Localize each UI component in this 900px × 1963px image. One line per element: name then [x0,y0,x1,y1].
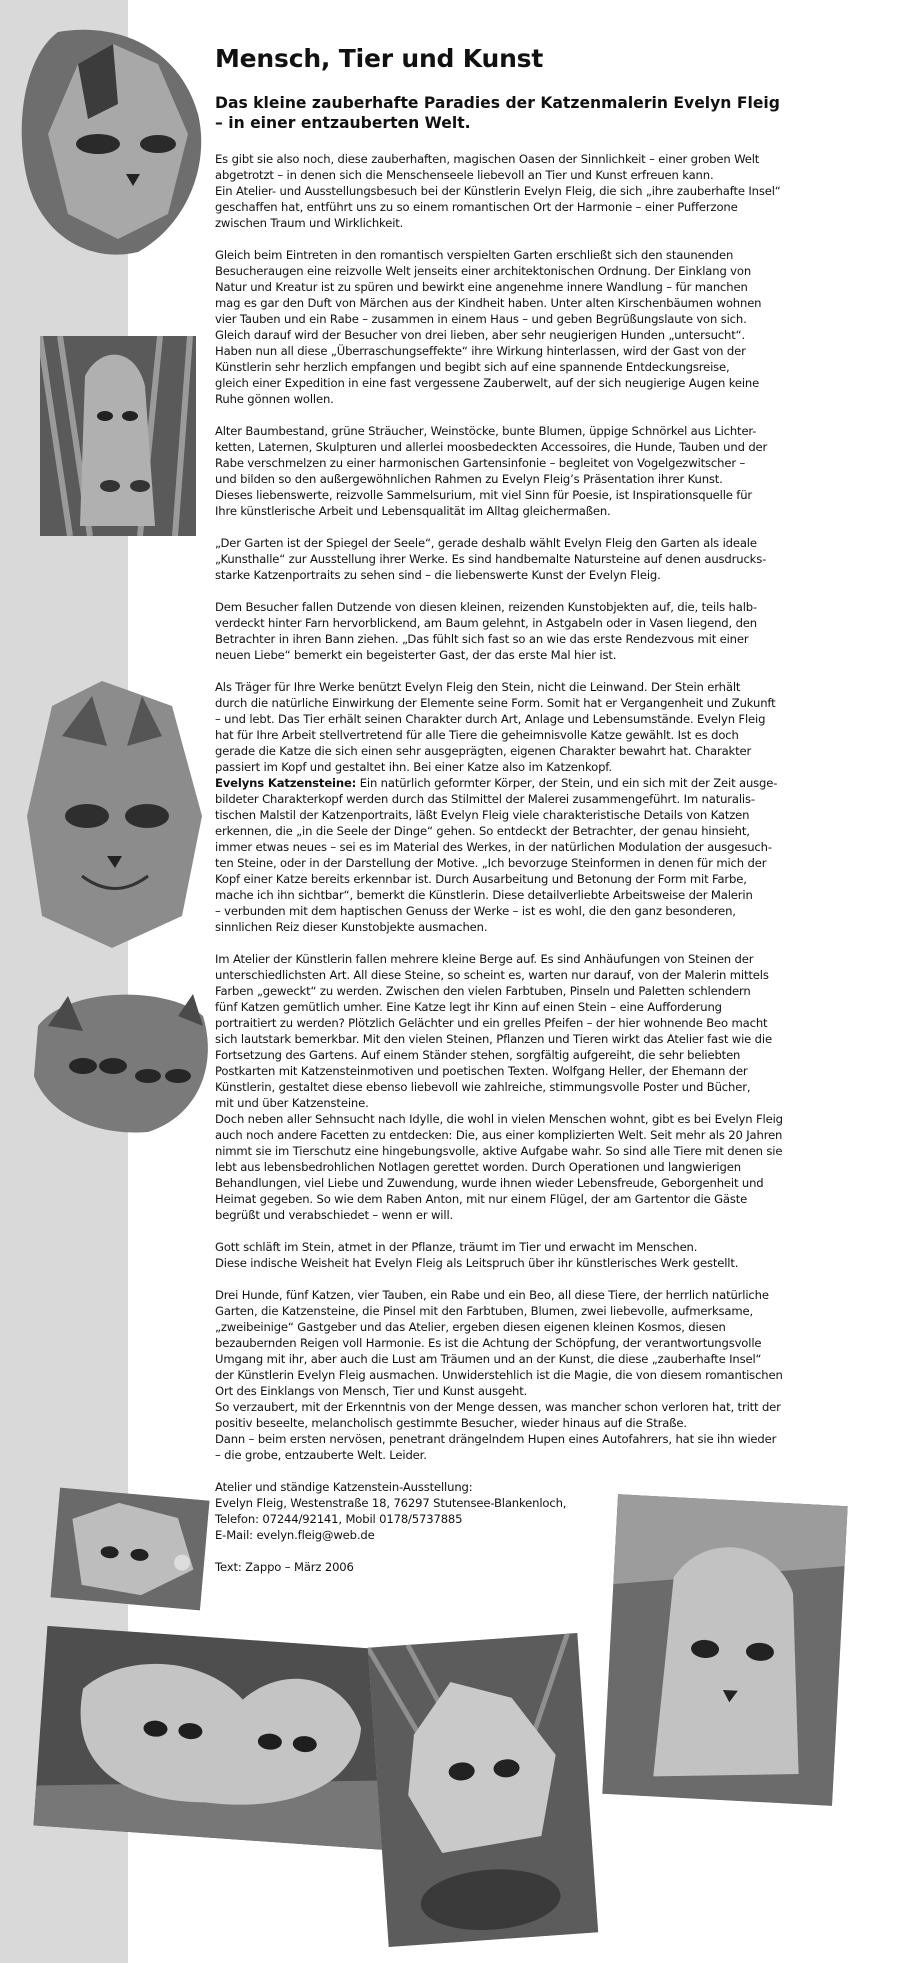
cat-stone-photo-2 [40,336,196,536]
contact-block [215,1479,827,1543]
text-line: erkennen, die „in die Seele der Dinge“ gehen. So entdeckt der Betrachter, der genau hinsieht, [215,824,750,838]
text-line: positiv beseelte, melancholisch gestimmte Besucher, wieder hinaus auf die Straße. [215,1416,687,1430]
text-line: – und lebt. Das Tier erhält seinen Charakter durch Art, Anlage und Lebensumstände. Evelyn Fleig [215,712,766,726]
bold-label: Evelyns Katzensteine: [215,776,357,790]
paragraph-intro [215,151,827,231]
text-line: portraitiert zu werden? Plötzlich Gelächter und ein grelles Pfeifen – der hier wohnende Beo macht [215,1016,768,1030]
text-line: Künstlerin, gestaltet diese ebenso liebevoll wie zahlreiche, stimmungsvolle Poster und Bücher, [215,1080,751,1094]
text-line: Künstlerin sehr herzlich empfangen und begibt sich auf eine spannende Entdeckungsreise, [215,360,730,374]
text-line: sich lautstark bemerkbar. Mit den vielen Steinen, Pflanzen und Tieren wirkt das Atelier fast wie die [215,1032,772,1046]
text-line: – die grobe, entzauberte Welt. Leider. [215,1448,427,1462]
text-line: lebt aus lebensbedrohlichen Notlagen gerettet worden. Durch Operationen und langwierigen [215,1160,741,1174]
cat-stone-photo-7 [368,1633,598,1947]
text-line: begrüßt und verabschiedet – wenn er will. [215,1208,454,1222]
contact-line: Evelyn Fleig, Westenstraße 18, 76297 Stutensee-Blankenloch, [215,1496,567,1510]
text-line: Ein Atelier- und Ausstellungsbesuch bei der Künstlerin Evelyn Fleig, die sich „ihre zauberhafte Insel“ [215,184,781,198]
text-fragment: Ein natürlich geformter Körper, der Stein, und ein sich mit der Zeit ausge- [356,776,778,790]
text-line: Besucheraugen eine reizvolle Welt jenseits einer architektonischen Ordnung. Der Einklang von [215,264,752,278]
text-line: verdeckt hinter Farn hervorblickend, am Baum gelehnt, in Astgabeln oder in Vasen liegend, den [215,616,757,630]
text-line: ketten, Laternen, Skulpturen und allerlei moosbedeckten Accessoires, die Hunde, Tauben und der [215,440,768,454]
text-line: vier Tauben und ein Rabe – zusammen in einem Haus – und geben Begrüßungslaute von sich. [215,312,747,326]
text-line: Diese indische Weisheit hat Evelyn Fleig als Leitspruch über ihr künstlerisches Werk gestellt. [215,1256,739,1270]
text-line: abgetrotzt – in denen sich die Menschenseele liebevoll an Tier und Kunst erfreuen kann. [215,168,714,182]
paragraph-trees [215,423,827,519]
text-line: Natur und Kreatur ist zu spüren und bewirkt eine angenehme innere Wandlung – für manchen [215,280,748,294]
cat-stone-photo-5 [50,1488,209,1611]
contact-line: Atelier und ständige Katzenstein-Ausstellung: [215,1480,473,1494]
text-line: Fortsetzung des Gartens. Auf einem Ständer stehen, sorgfältig aufgereiht, die sehr beliebten [215,1048,741,1062]
text-line: mag es gar den Duft von Märchen aus der Kindheit haben. Unter alten Kirschenbäumen wohnen [215,296,762,310]
text-line: hat für Ihre Arbeit stellvertretend für alle Tiere die geheimnisvolle Katze gewählt. Ist es doch [215,728,739,742]
text-line: Farben „geweckt“ zu werden. Zwischen den vielen Farbtuben, Pinseln und Paletten schlendern [215,984,751,998]
text-line: Ort des Einklangs von Mensch, Tier und Kunst ausgeht. [215,1384,528,1398]
text-line: sinnlichen Reiz dieser Kunstobjekte ausmachen. [215,920,488,934]
text-line: Ruhe gönnen wollen. [215,392,334,406]
text-line: Alter Baumbestand, grüne Sträucher, Weinstöcke, bunte Blumen, üppige Schnörkel aus Lichter- [215,424,757,438]
text-line: ten Steine, oder in der Darstellung der Motive. „Ich bevorzuge Steinformen in denen für mich der [215,856,767,870]
text-line: Drei Hunde, fünf Katzen, vier Tauben, ein Rabe und ein Beo, all diese Tiere, der herrlich natürliche [215,1288,769,1302]
text-line: Garten, die Katzensteine, die Pinsel mit den Farbtuben, Blumen, zwei liebevolle, aufmerksame, [215,1304,754,1318]
paragraph-closing [215,1287,827,1463]
text-line: durch die natürliche Einwirkung der Elemente seine Form. Somit hat er Vergangenheit und Zukunft [215,696,776,710]
text-line: Haben nun all diese „Überraschungseffekte“ ihre Wirkung hinterlassen, wird der Gast von der [215,344,746,358]
text-line: tischen Malstil der Katzenportraits, läßt Evelyn Fleig viele charakteristische Details von Katzen [215,808,750,822]
text-line: Im Atelier der Künstlerin fallen mehrere kleine Berge auf. Es sind Anhäufungen von Steinen der [215,952,754,966]
paragraph-atelier [215,951,827,1223]
paragraph-mirror [215,535,827,583]
text-line: Dem Besucher fallen Dutzende von diesen kleinen, reizenden Kunstobjekten auf, die, teils halb- [215,600,758,614]
text-line: Als Träger für Ihre Werke benützt Evelyn Fleig den Stein, nicht die Leinwand. Der Stein erhält [215,680,741,694]
subtitle-line: Das kleine zauberhafte Paradies der Katzenmalerin Evelyn Fleig [215,94,780,112]
text-line [215,775,827,791]
text-line: gleich einer Expedition in eine fast vergessene Zauberwelt, auf der sich neugierige Augen keine [215,376,760,390]
text-line: und bilden so den außergewöhnlichen Rahmen zu Evelyn Fleig’s Präsentation ihrer Kunst. [215,472,723,486]
paragraph-wisdom [215,1239,827,1271]
contact-email: E-Mail: evelyn.fleig@web.de [215,1528,375,1542]
text-line: bildeter Charakterkopf werden durch das Stilmittel der Malerei zusammengeführt. Im naturalis- [215,792,755,806]
paragraph-stone [215,679,827,935]
article [215,44,827,1591]
text-credit: Text: Zappo – März 2006 [215,1560,354,1574]
text-line: unterschiedlichsten Art. All diese Steine, so scheint es, warten nur darauf, von der Malerin mittels [215,968,769,982]
article-title: Mensch, Tier und Kunst [215,44,544,73]
text-line: Umgang mit ihr, aber auch die Lust am Träumen und an der Kunst, die diese „zauberhafte Insel“ [215,1352,762,1366]
text-line: passiert im Kopf und gestaltet ihn. Bei einer Katze also im Katzenkopf. [215,760,612,774]
cat-stone-photo-3 [22,676,208,951]
text-line: Dann – beim ersten nervösen, penetrant drängelndem Hupen eines Autofahrers, hat sie ihn wieder [215,1432,777,1446]
text-line: mache ich ihn sichtbar“, bemerkt die Künstlerin. Diese detailverliebte Arbeitsweise der Malerin [215,888,753,902]
text-line: Ihre künstlerische Arbeit und Lebensqualität im Alltag gleichermaßen. [215,504,611,518]
text-line: Dieses liebenswerte, reizvolle Sammelsurium, mit viel Sinn für Poesie, ist Inspirationsquelle für [215,488,753,502]
paragraph-garden [215,247,827,407]
subtitle-line: – in einer entzauberten Welt. [215,114,471,132]
text-line: So verzaubert, mit der Erkenntnis von der Menge dessen, was mancher schon verloren hat, tritt der [215,1400,781,1414]
text-line: Betrachter in ihren Bann ziehen. „Das fühlt sich fast so an wie das erste Rendezvous mit einer [215,632,749,646]
text-line: geschaffen hat, entführt uns zu so einem romantischen Ort der Harmonie – einer Pufferzone [215,200,738,214]
cat-stone-photo-6 [33,1626,401,1850]
text-line: der Künstlerin Evelyn Fleig ausmachen. Unwiderstehlich ist die Magie, die von diesem romantischen [215,1368,783,1382]
text-line: gerade die Katze die sich einen sehr ausgeprägten, eigenen Charakter bewahrt hat. Charakter [215,744,752,758]
text-line: Kopf einer Katze bereits erkennbar ist. Durch Ausarbeitung und Betonung der Form mit Farbe, [215,872,747,886]
text-line: Rabe verschmelzen zu einer harmonischen Gartensinfonie – begleitet von Vogelgezwitscher – [215,456,746,470]
text-line: fünf Katzen gemütlich umher. Eine Katze legt ihr Kinn auf einen Stein – eine Aufforderung [215,1000,722,1014]
text-line: „Kunsthalle“ zur Ausstellung ihrer Werke. Es sind handbemalte Natursteine auf denen ausdrucks- [215,552,767,566]
contact-line: Telefon: 07244/92141, Mobil 0178/5737885 [215,1512,463,1526]
text-line: zwischen Traum und Wirklichkeit. [215,216,404,230]
cat-stone-photo-1 [18,24,208,260]
text-line: immer etwas neues – sei es im Material des Werkes, in der natürlichen Modulation der ausgesuch- [215,840,772,854]
text-line: Doch neben aller Sehnsucht nach Idylle, die wohl in vielen Menschen wohnt, gibt es bei Evelyn Fleig [215,1112,783,1126]
text-line: Gott schläft im Stein, atmet in der Pflanze, träumt im Tier und erwacht im Menschen. [215,1240,698,1254]
text-line: bezaubernden Reigen voll Harmonie. Es ist die Achtung der Schöpfung, der verantwortungsvolle [215,1336,762,1350]
text-line: neuen Liebe“ bemerkt ein begeisterter Gast, der das erste Mal hier ist. [215,648,617,662]
text-line: Heimat gegeben. So wie dem Raben Anton, mit nur einem Flügel, der am Gartentor die Gäste [215,1192,748,1206]
text-line: „zweibeinige“ Gastgeber und das Atelier, ergeben diesen eigenen kleinen Kosmos, diesen [215,1320,726,1334]
cat-stone-photo-4 [28,986,210,1134]
text-line: Gleich darauf wird der Besucher von drei lieben, aber sehr neugierigen Hunden „untersucht“. [215,328,745,342]
text-line: „Der Garten ist der Spiegel der Seele“, gerade deshalb wählt Evelyn Fleig den Garten als ideale [215,536,757,550]
text-line: – verbunden mit dem haptischen Genuss der Werke – ist es wohl, die den ganz besonderen, [215,904,736,918]
text-line: auch noch andere Facetten zu entdecken: Die, aus einer komplizierten Welt. Seit mehr als 20 Jahren [215,1128,783,1142]
paragraph-visitor [215,599,827,663]
text-line: nimmt sie im Tierschutz eine hingebungsvolle, aktive Aufgabe wahr. So sind alle Tiere mit denen sie [215,1144,783,1158]
text-line: starke Katzenportraits zu sehen sind – die liebenswerte Kunst der Evelyn Fleig. [215,568,661,582]
article-subtitle [215,93,827,133]
text-line: Behandlungen, viel Liebe und Zuwendung, wurde ihnen wieder Lebensfreude, Geborgenheit und [215,1176,764,1190]
text-line: Postkarten mit Katzensteinmotiven und poetischen Texten. Wolfgang Heller, der Ehemann der [215,1064,748,1078]
text-line: mit und über Katzensteine. [215,1096,369,1110]
text-line: Es gibt sie also noch, diese zauberhaften, magischen Oasen der Sinnlichkeit – einer groben Welt [215,152,760,166]
text-line: Gleich beim Eintreten in den romantisch verspielten Garten erschließt sich den staunenden [215,248,734,262]
